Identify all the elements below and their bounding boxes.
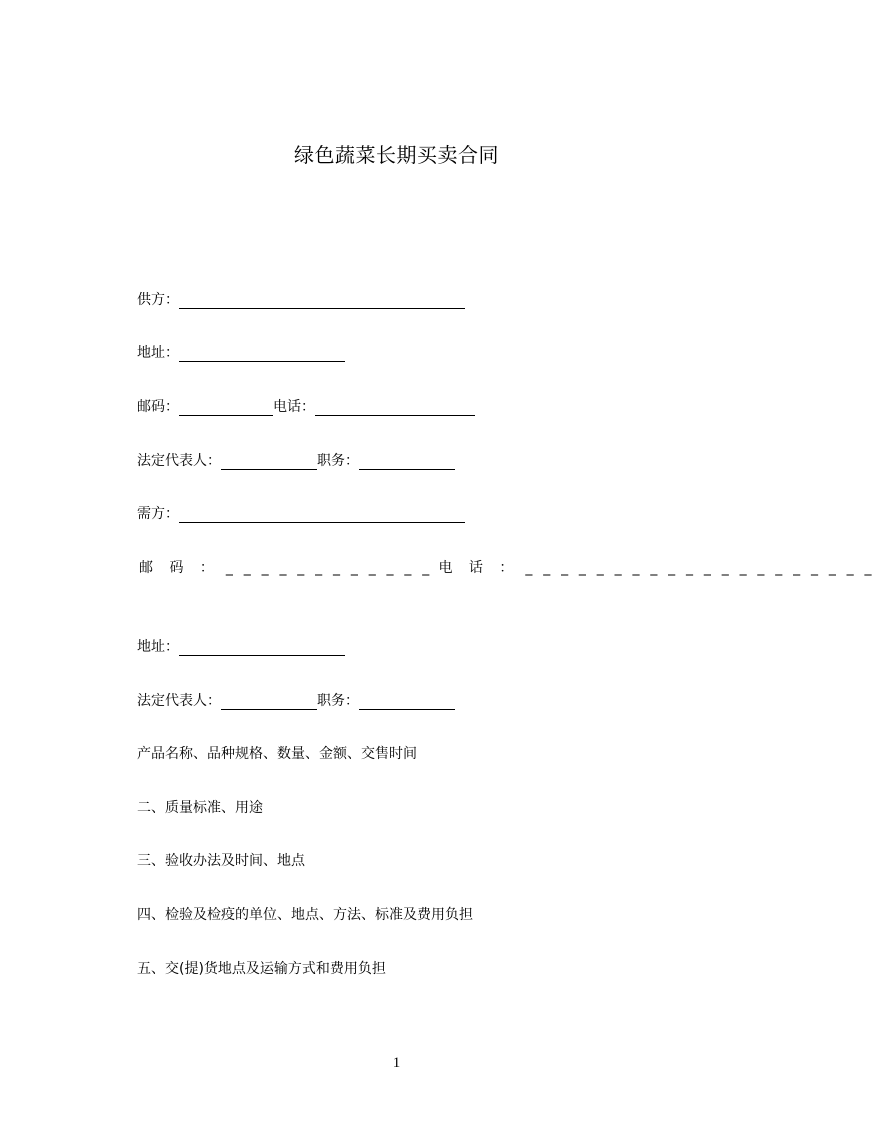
supplier-postcode-label: 邮码： xyxy=(137,399,179,415)
buyer-blank xyxy=(179,507,465,523)
supplier-address-line xyxy=(137,343,345,363)
supplier-label: 供方： xyxy=(137,292,179,308)
buyer-label: 需方： xyxy=(137,506,179,522)
document-title: 绿色蔬菜长期买卖合同 xyxy=(294,143,499,167)
buyer-postcode-dashes: _ _ _ _ _ _ _ _ _ _ _ _ xyxy=(225,560,433,576)
buyer-rep-line xyxy=(137,691,455,711)
supplier-postcode-blank xyxy=(179,400,273,416)
clause-2: 二、质量标准、用途 xyxy=(137,800,263,816)
supplier-position-label: 职务： xyxy=(317,453,359,469)
buyer-contact-line xyxy=(139,558,875,578)
buyer-phone-label: 电 话 ： xyxy=(438,560,520,576)
supplier-rep-line xyxy=(137,451,455,471)
buyer-phone-dashes: _ _ _ _ _ _ _ _ _ _ _ _ _ _ _ _ _ _ _ _ xyxy=(525,560,875,576)
buyer-postcode-label: 邮 码 ： xyxy=(139,560,220,576)
supplier-rep-label: 法定代表人： xyxy=(137,453,221,469)
buyer-position-label: 职务： xyxy=(317,693,359,709)
buyer-rep-blank xyxy=(221,694,317,710)
supplier-line xyxy=(137,290,465,310)
clause-4: 四、检验及检疫的单位、地点、方法、标准及费用负担 xyxy=(137,907,473,923)
page-number: 1 xyxy=(392,1055,401,1071)
buyer-address-line xyxy=(137,637,345,657)
clause-product: 产品名称、品种规格、数量、金额、交售时间 xyxy=(137,746,417,762)
buyer-rep-label: 法定代表人： xyxy=(137,693,221,709)
supplier-phone-blank xyxy=(315,400,475,416)
buyer-line xyxy=(137,504,465,524)
buyer-address-label: 地址： xyxy=(137,639,179,655)
buyer-address-blank xyxy=(179,640,345,656)
supplier-position-blank xyxy=(359,454,455,470)
supplier-phone-label: 电话： xyxy=(273,399,315,415)
clause-5: 五、交(提)货地点及运输方式和费用负担 xyxy=(137,961,386,977)
supplier-blank xyxy=(179,293,465,309)
supplier-rep-blank xyxy=(221,454,317,470)
supplier-contact-line xyxy=(137,397,475,417)
supplier-address-label: 地址： xyxy=(137,345,179,361)
buyer-position-blank xyxy=(359,694,455,710)
clause-3: 三、验收办法及时间、地点 xyxy=(137,853,305,869)
supplier-address-blank xyxy=(179,346,345,362)
